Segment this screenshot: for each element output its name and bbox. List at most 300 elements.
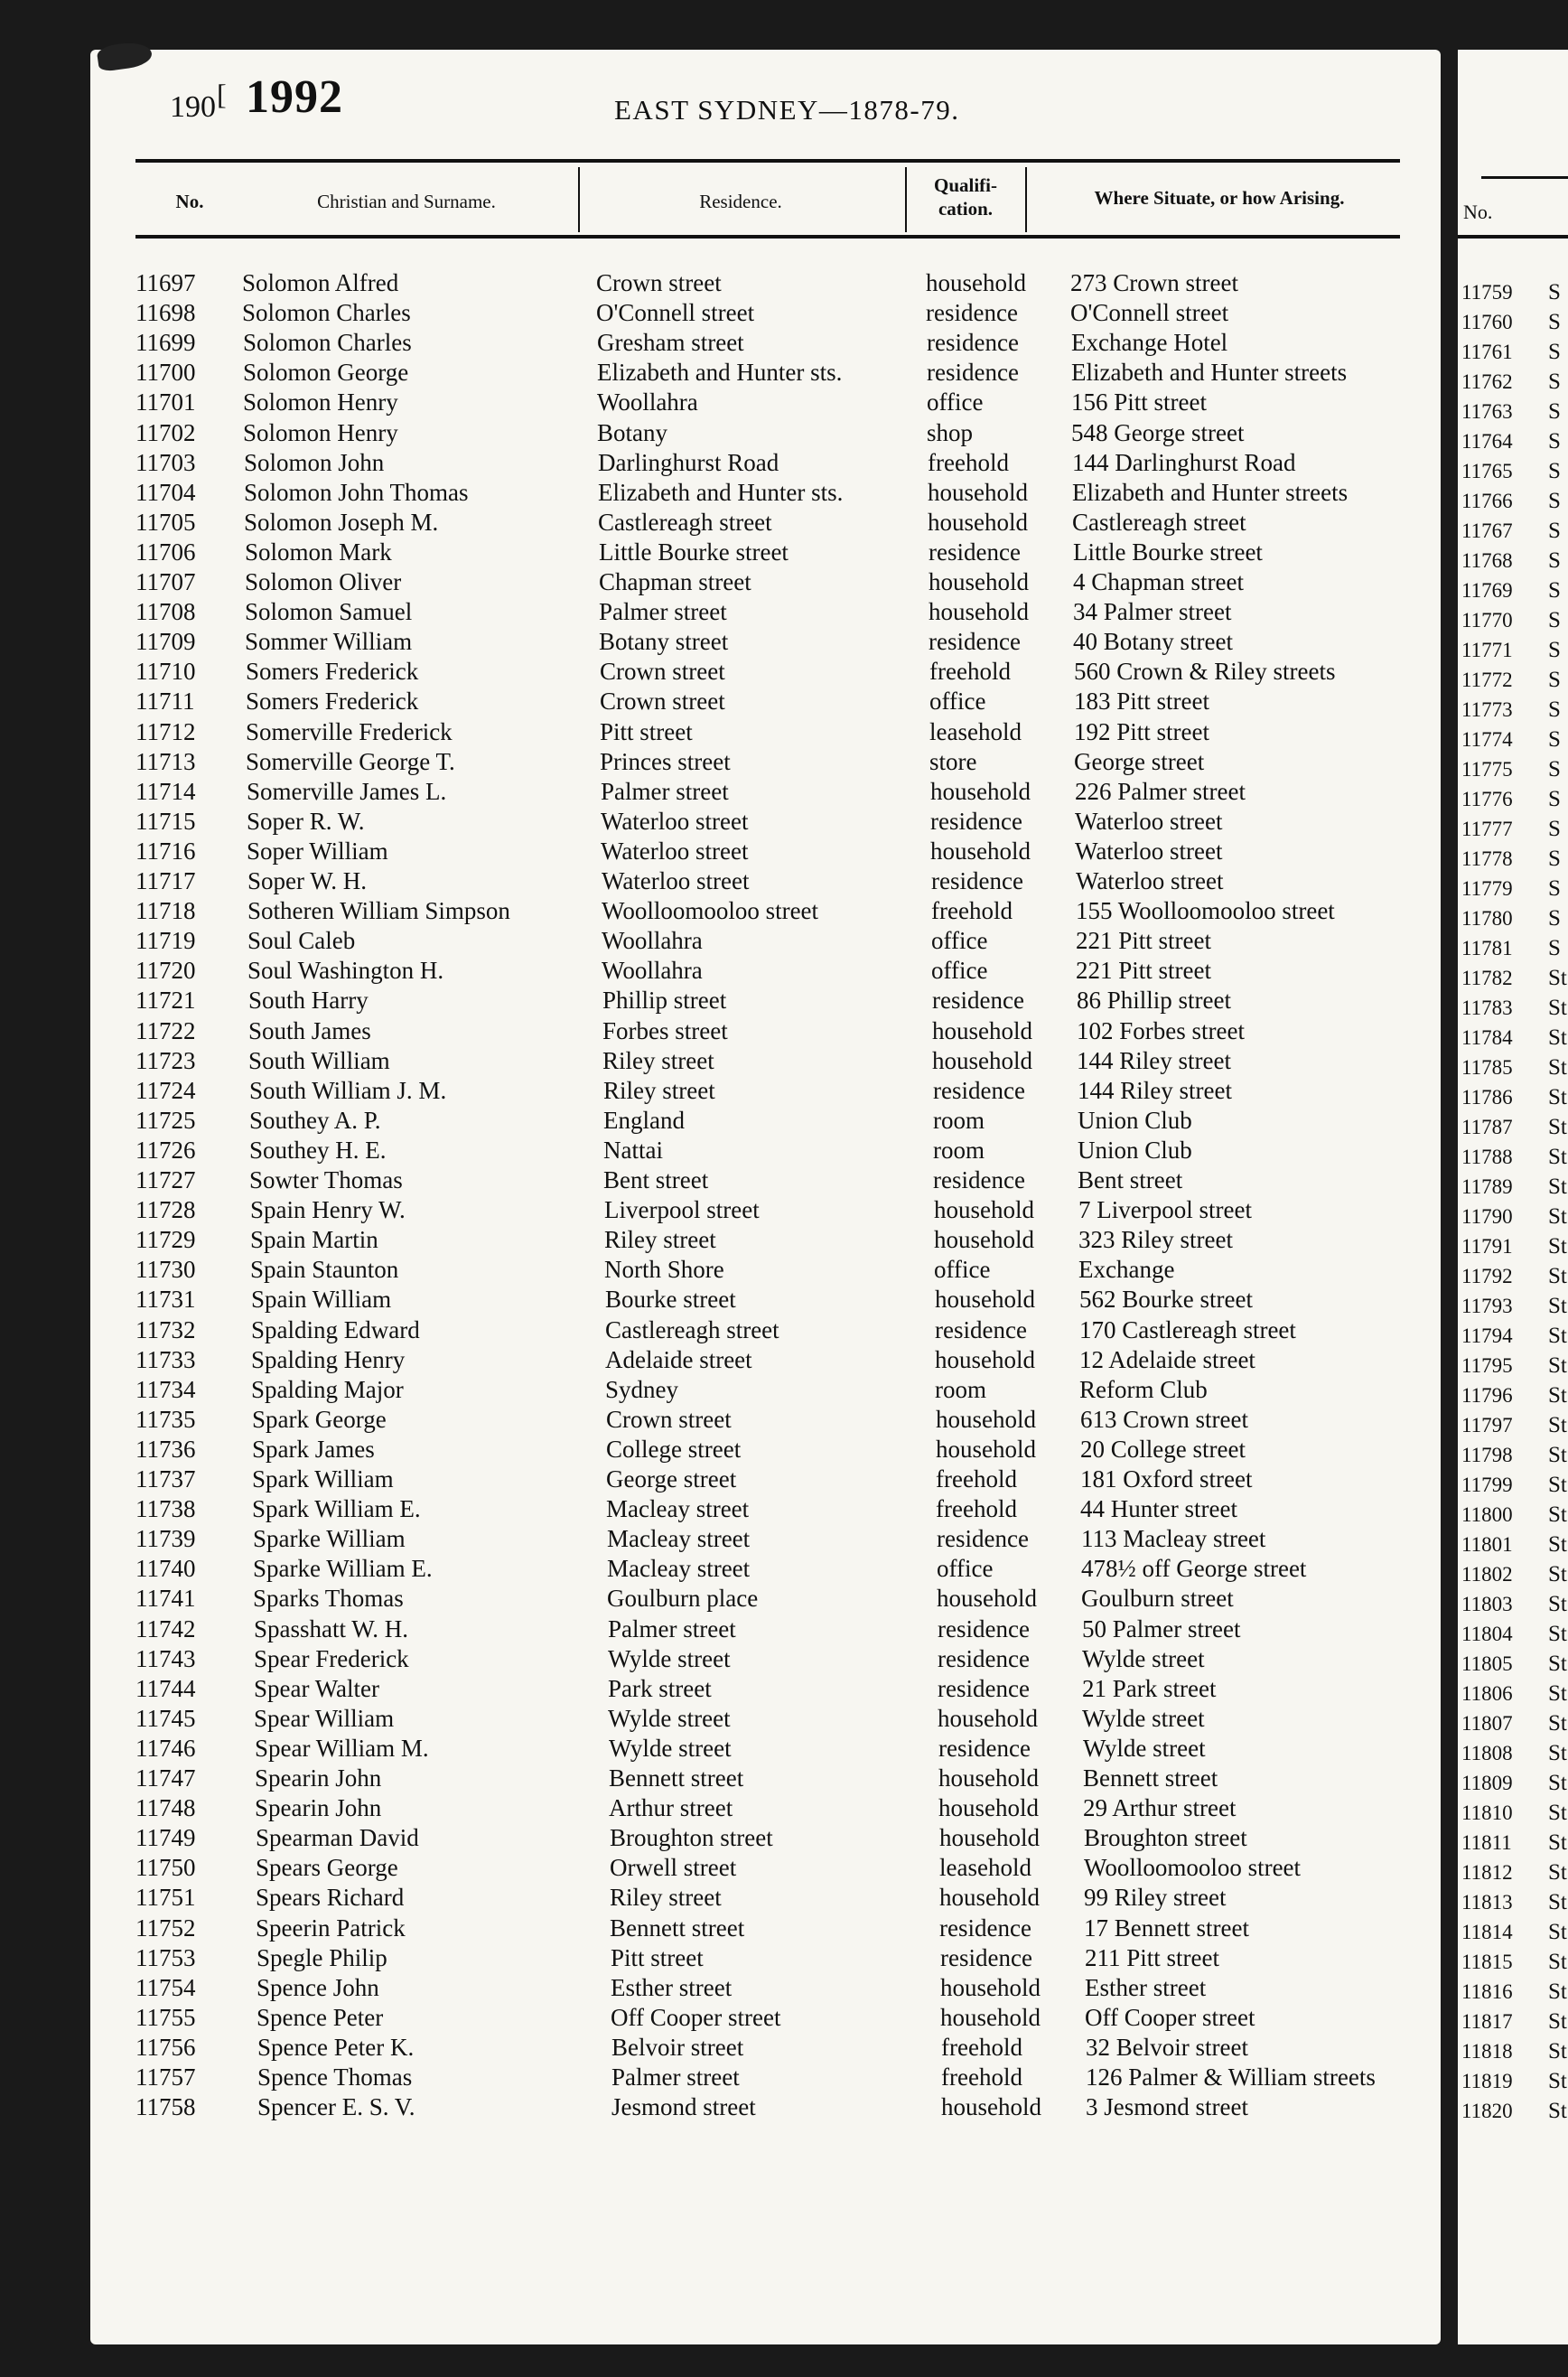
entry-number: 11717 (135, 867, 196, 894)
table-row (0, 268, 1445, 298)
entry-residence: Woollahra (597, 388, 698, 416)
entry-where-situate: 17 Bennett street (1084, 1914, 1249, 1942)
adjacent-table-row (1461, 2007, 1568, 2036)
adjacent-table-row (1461, 1112, 1568, 1142)
entry-residence: Palmer street (601, 777, 729, 805)
entry-name: Spear William M. (255, 1734, 429, 1762)
column-header-qualification-line1: Qualifi- (933, 174, 997, 196)
column-divider (1025, 167, 1027, 232)
adjacent-entry-name-fragment: S (1548, 489, 1561, 513)
entry-number: 11757 (135, 2063, 196, 2091)
table-row (0, 1764, 1445, 1793)
entry-name: Spence Peter (257, 2003, 384, 2031)
entry-residence: North Shore (604, 1256, 724, 1284)
entry-residence: Bent street (603, 1166, 709, 1193)
entry-number: 11716 (135, 837, 196, 865)
entry-where-situate: Union Club (1078, 1106, 1192, 1134)
adjacent-entry-number: 11762 (1461, 370, 1513, 393)
entry-number: 11701 (135, 388, 196, 416)
adjacent-table-row (1461, 635, 1568, 665)
adjacent-entry-number: 11761 (1461, 341, 1513, 363)
adjacent-entry-name-fragment: S (1548, 847, 1561, 871)
entry-number: 11709 (135, 628, 196, 656)
adjacent-table-row (1461, 367, 1568, 397)
entry-qualification: residence (938, 1674, 1030, 1702)
entry-residence: Broughton street (610, 1824, 773, 1852)
table-row (0, 956, 1445, 986)
adjacent-table-row (1461, 844, 1568, 874)
adjacent-entry-number: 11793 (1461, 1295, 1513, 1317)
entry-where-situate: 32 Belvoir street (1086, 2033, 1248, 2061)
entry-number: 11747 (135, 1764, 196, 1792)
entry-number: 11758 (135, 2093, 196, 2121)
entry-number: 11745 (135, 1704, 196, 1732)
table-row (0, 358, 1445, 388)
adjacent-table-row (1461, 1768, 1568, 1798)
adjacent-entry-number: 11763 (1461, 400, 1513, 423)
column-header-no: No. (175, 191, 204, 212)
table-row (0, 538, 1445, 567)
adjacent-table-row (1461, 1887, 1568, 1917)
entry-name: Spalding Major (251, 1375, 404, 1403)
entry-residence: Macleay street (607, 1525, 751, 1553)
table-row (0, 1046, 1445, 1076)
entry-qualification: residence (929, 628, 1021, 656)
entry-where-situate: 50 Palmer street (1082, 1614, 1241, 1642)
entry-qualification: freehold (936, 1495, 1017, 1523)
entry-name: Solomon Henry (243, 388, 398, 416)
entry-where-situate: Wylde street (1082, 1704, 1205, 1732)
entry-name: Solomon Charles (243, 329, 412, 357)
table-row (0, 866, 1445, 896)
adjacent-entry-number: 11785 (1461, 1056, 1513, 1079)
entry-where-situate: Castlereagh street (1072, 508, 1246, 536)
entry-residence: Darlinghurst Road (598, 448, 779, 476)
adjacent-entry-name-fragment: St (1548, 1234, 1567, 1259)
table-row (0, 1016, 1445, 1046)
adjacent-entry-name-fragment: S (1548, 787, 1561, 811)
adjacent-entry-name-fragment: St (1548, 1085, 1567, 1109)
header-rule-top (135, 159, 1400, 163)
entry-residence: Wylde street (608, 1644, 731, 1672)
adjacent-table-row (1461, 1053, 1568, 1082)
entry-number: 11753 (135, 1943, 196, 1971)
entry-number: 11733 (135, 1345, 196, 1373)
adjacent-table-row (1461, 725, 1568, 754)
table-row (0, 1076, 1445, 1106)
entry-qualification: household (930, 777, 1031, 805)
entry-number: 11739 (135, 1525, 196, 1553)
entry-qualification: household (939, 1884, 1040, 1912)
entry-residence: Riley street (602, 1046, 714, 1074)
entry-where-situate: Exchange Hotel (1071, 329, 1228, 357)
entry-name: Spears Richard (256, 1884, 405, 1912)
adjacent-table-row (1461, 933, 1568, 963)
entry-where-situate: Waterloo street (1076, 867, 1224, 894)
adjacent-entry-number: 11815 (1461, 1951, 1513, 1973)
entry-number: 11700 (135, 359, 196, 387)
adjacent-entry-name-fragment: S (1548, 310, 1561, 334)
entry-residence: Elizabeth and Hunter sts. (598, 478, 844, 506)
entry-qualification: freehold (941, 2033, 1022, 2061)
entry-number: 11710 (135, 658, 196, 686)
table-row (0, 896, 1445, 926)
adjacent-table-row (1461, 1082, 1568, 1112)
column-header-where: Where Situate, or how Arising. (1094, 187, 1345, 209)
adjacent-entry-number: 11777 (1461, 818, 1513, 840)
table-row (0, 1584, 1445, 1614)
adjacent-table-row (1461, 1023, 1568, 1053)
entry-name: Spasshatt W. H. (254, 1614, 409, 1642)
adjacent-entry-number: 11759 (1461, 281, 1513, 304)
adjacent-table-row (1461, 1321, 1568, 1351)
adjacent-entry-number: 11810 (1461, 1801, 1513, 1824)
adjacent-entry-number: 11819 (1461, 2070, 1513, 2092)
adjacent-table-row (1461, 874, 1568, 903)
entry-residence: Liverpool street (604, 1196, 760, 1224)
entry-name: Somers Frederick (246, 658, 419, 686)
adjacent-entry-number: 11779 (1461, 877, 1513, 900)
entry-where-situate: 144 Darlinghurst Road (1072, 448, 1296, 476)
table-row (0, 508, 1445, 538)
adjacent-entry-number: 11799 (1461, 1474, 1513, 1496)
entry-where-situate: Wylde street (1082, 1644, 1205, 1672)
table-row (0, 1914, 1445, 1943)
adjacent-table-row (1461, 1738, 1568, 1768)
entry-number: 11746 (135, 1734, 196, 1762)
table-row (0, 986, 1445, 1015)
entry-number: 11721 (135, 987, 196, 1015)
adjacent-entry-number: 11774 (1461, 728, 1513, 751)
table-row (0, 1793, 1445, 1823)
entry-name: Soul Washington H. (247, 957, 444, 985)
entry-qualification: residence (940, 1943, 1032, 1971)
table-row (0, 1465, 1445, 1494)
entry-where-situate: 221 Pitt street (1076, 957, 1211, 985)
table-row (0, 448, 1445, 478)
adjacent-table-row (1461, 397, 1568, 426)
adjacent-entry-number: 11773 (1461, 698, 1513, 721)
entry-number: 11712 (135, 717, 196, 745)
table-row (0, 1315, 1445, 1345)
entry-where-situate: 99 Riley street (1084, 1884, 1227, 1912)
entry-number: 11720 (135, 957, 196, 985)
adjacent-table-row (1461, 1947, 1568, 1977)
entry-number: 11719 (135, 927, 196, 955)
entry-name: Spark William (252, 1465, 394, 1493)
entry-qualification: room (933, 1106, 985, 1134)
adjacent-entry-number: 11767 (1461, 519, 1513, 542)
table-row (0, 1823, 1445, 1853)
entry-number: 11752 (135, 1914, 196, 1942)
entry-name: Somerville George T. (246, 747, 455, 775)
entry-where-situate: O'Connell street (1070, 299, 1229, 327)
adjacent-entry-number: 11813 (1461, 1891, 1513, 1914)
entry-residence: Wylde street (608, 1704, 731, 1732)
entry-where-situate: Bent street (1078, 1166, 1183, 1193)
entry-number: 11711 (135, 688, 195, 716)
entry-qualification: residence (939, 1914, 1031, 1942)
adjacent-entry-number: 11800 (1461, 1503, 1513, 1526)
entry-residence: George street (606, 1465, 737, 1493)
entry-name: Sparke William E. (253, 1555, 433, 1583)
adjacent-entry-name-fragment: St (1548, 1830, 1567, 1855)
adjacent-table-row (1461, 1291, 1568, 1321)
entry-residence: Esther street (611, 1973, 733, 2001)
adjacent-entry-number: 11789 (1461, 1175, 1513, 1198)
adjacent-table-row (1461, 1410, 1568, 1440)
entry-residence: Palmer street (611, 2063, 740, 2091)
entry-number: 11738 (135, 1495, 196, 1523)
table-row (0, 627, 1445, 657)
entry-qualification: household (928, 508, 1028, 536)
adjacent-entry-name-fragment: S (1548, 608, 1561, 632)
entry-number: 11735 (135, 1405, 196, 1433)
entry-residence: Castlereagh street (605, 1315, 779, 1343)
table-row (0, 1973, 1445, 2003)
entry-qualification: household (930, 837, 1031, 865)
adjacent-entry-number: 11768 (1461, 549, 1513, 572)
entry-name: Soul Caleb (247, 927, 356, 955)
entry-number: 11714 (135, 777, 196, 805)
adjacent-table-row (1461, 963, 1568, 993)
entry-number: 11727 (135, 1166, 196, 1193)
adjacent-entry-number: 11776 (1461, 788, 1513, 810)
adjacent-entry-number: 11811 (1461, 1831, 1512, 1854)
adjacent-entry-name-fragment: S (1548, 906, 1561, 931)
entry-name: South James (248, 1016, 371, 1044)
table-row (0, 1494, 1445, 1524)
adjacent-entry-name-fragment: St (1548, 1890, 1567, 1914)
adjacent-entry-name-fragment: St (1548, 1801, 1567, 1825)
entry-name: Spalding Edward (251, 1315, 420, 1343)
table-row (0, 1614, 1445, 1644)
entry-name: Solomon John (244, 448, 385, 476)
adjacent-entry-number: 11814 (1461, 1921, 1513, 1943)
entry-where-situate: 29 Arthur street (1083, 1794, 1237, 1822)
header-rule-bottom (135, 235, 1400, 239)
adjacent-entry-name-fragment: S (1548, 340, 1561, 364)
entry-name: Sparke William (253, 1525, 406, 1553)
adjacent-table-row (1461, 546, 1568, 576)
entry-where-situate: Broughton street (1084, 1824, 1247, 1852)
entry-number: 11740 (135, 1555, 196, 1583)
adjacent-entry-number: 11806 (1461, 1682, 1513, 1705)
entry-residence: Botany (597, 418, 667, 446)
adjacent-entry-name-fragment: St (1548, 1711, 1567, 1736)
adjacent-table-row (1461, 456, 1568, 486)
entry-name: Spears George (256, 1854, 398, 1882)
entry-where-situate: 20 College street (1080, 1435, 1246, 1463)
entry-residence: Woollahra (602, 927, 703, 955)
entry-qualification: household (936, 1405, 1036, 1433)
entry-number: 11708 (135, 598, 196, 626)
table-row (0, 687, 1445, 716)
adjacent-entry-name-fragment: St (1548, 2039, 1567, 2063)
adjacent-column-header-no: No. (1463, 201, 1493, 223)
adjacent-entry-name-fragment: St (1548, 1920, 1567, 1944)
entry-residence: Crown street (600, 688, 725, 716)
entry-number: 11706 (135, 538, 196, 566)
entry-qualification: office (929, 688, 986, 716)
entry-where-situate: Elizabeth and Hunter streets (1071, 359, 1348, 387)
entry-name: Soper W. H. (247, 867, 368, 894)
entry-qualification: residence (932, 987, 1024, 1015)
entry-number: 11748 (135, 1794, 196, 1822)
adjacent-table-row (1461, 1351, 1568, 1380)
table-row (0, 567, 1445, 597)
adjacent-table-row (1461, 1649, 1568, 1679)
entry-qualification: store (929, 747, 977, 775)
entry-residence: Palmer street (608, 1614, 736, 1642)
entry-name: Southey A. P. (249, 1106, 381, 1134)
adjacent-entry-name-fragment: St (1548, 1413, 1567, 1437)
table-row (0, 1345, 1445, 1375)
entry-where-situate: Woolloomooloo street (1084, 1854, 1302, 1882)
entry-where-situate: 40 Botany street (1073, 628, 1233, 656)
adjacent-table-row (1461, 1798, 1568, 1828)
entry-qualification: residence (935, 1315, 1027, 1343)
entry-qualification: room (933, 1136, 985, 1164)
entry-residence: Macleay street (606, 1495, 750, 1523)
table-row (0, 1255, 1445, 1285)
adjacent-table-row (1461, 1470, 1568, 1500)
entry-where-situate: 12 Adelaide street (1079, 1345, 1255, 1373)
adjacent-entry-name-fragment: St (1548, 1860, 1567, 1885)
table-row (0, 717, 1445, 747)
adjacent-entry-name-fragment: S (1548, 817, 1561, 841)
adjacent-entry-number: 11783 (1461, 997, 1513, 1019)
entry-qualification: household (938, 1704, 1038, 1732)
adjacent-entry-name-fragment: S (1548, 519, 1561, 543)
entry-qualification: household (939, 1824, 1040, 1852)
entry-qualification: household (940, 2003, 1041, 2031)
entry-residence: Adelaide street (605, 1345, 752, 1373)
table-row (0, 1554, 1445, 1584)
adjacent-entry-number: 11788 (1461, 1146, 1513, 1168)
adjacent-entry-name-fragment: St (1548, 2009, 1567, 2034)
table-row (0, 926, 1445, 956)
adjacent-table-row (1461, 903, 1568, 933)
entry-qualification: freehold (941, 2063, 1022, 2091)
entry-name: Spain Staunton (250, 1256, 399, 1284)
adjacent-table-row (1461, 754, 1568, 784)
entry-name: South Harry (248, 987, 369, 1015)
entry-qualification: household (932, 1016, 1032, 1044)
entry-residence: Off Cooper street (611, 2003, 781, 2031)
column-divider (905, 167, 907, 232)
adjacent-table-row (1461, 516, 1568, 546)
adjacent-entry-number: 11816 (1461, 1980, 1513, 2003)
table-row (0, 1435, 1445, 1465)
entry-name: Spence Thomas (257, 2063, 413, 2091)
table-row (0, 1943, 1445, 1973)
entry-residence: Phillip street (602, 987, 727, 1015)
entry-where-situate: 113 Macleay street (1081, 1525, 1266, 1553)
adjacent-table-row (1461, 665, 1568, 695)
entry-qualification: household (929, 598, 1029, 626)
adjacent-table-row (1461, 1530, 1568, 1559)
entry-number: 11707 (135, 568, 196, 595)
adjacent-entry-name-fragment: St (1548, 1681, 1567, 1706)
entry-qualification: household (926, 269, 1026, 296)
adjacent-table-row (1461, 695, 1568, 725)
adjacent-table-row (1461, 2036, 1568, 2066)
adjacent-entry-name-fragment: S (1548, 757, 1561, 781)
entry-number: 11730 (135, 1256, 196, 1284)
entry-number: 11731 (135, 1286, 196, 1314)
adjacent-entry-number: 11775 (1461, 758, 1513, 781)
entry-residence: Park street (608, 1674, 712, 1702)
entry-residence: Forbes street (602, 1016, 728, 1044)
page-number-large: 1992 (246, 71, 343, 123)
table-row (0, 478, 1445, 508)
adjacent-table-row (1461, 784, 1568, 814)
table-row (0, 747, 1445, 777)
entry-number: 11726 (135, 1136, 196, 1164)
column-header-qualification (910, 173, 1021, 220)
entry-residence: Riley street (604, 1226, 716, 1254)
entry-where-situate: Wylde street (1083, 1734, 1206, 1762)
adjacent-entry-number: 11802 (1461, 1563, 1513, 1586)
entry-residence: Sydney (605, 1375, 678, 1403)
entry-where-situate: 155 Woolloomooloo street (1076, 897, 1335, 925)
column-divider (578, 167, 580, 232)
table-row (0, 328, 1445, 358)
entry-name: Spear Walter (254, 1674, 380, 1702)
entry-residence: Nattai (603, 1136, 663, 1164)
entry-qualification: household (937, 1585, 1037, 1613)
entry-where-situate: 181 Oxford street (1080, 1465, 1253, 1493)
adjacent-table-row (1461, 1708, 1568, 1738)
table-row (0, 1853, 1445, 1883)
entry-name: Solomon Samuel (245, 598, 413, 626)
entry-where-situate: Reform Club (1079, 1375, 1208, 1403)
adjacent-entry-name-fragment: St (1548, 1473, 1567, 1497)
adjacent-entry-name-fragment: St (1548, 1383, 1567, 1408)
entry-where-situate: 192 Pitt street (1074, 717, 1209, 745)
entry-residence: Castlereagh street (598, 508, 772, 536)
entry-residence: Waterloo street (602, 867, 750, 894)
entry-number: 11744 (135, 1674, 196, 1702)
entry-name: South William (248, 1046, 390, 1074)
entry-where-situate: 560 Crown & Riley streets (1074, 658, 1336, 686)
entry-name: Spark George (252, 1405, 387, 1433)
entry-number: 11704 (135, 478, 196, 506)
entry-name: Solomon Joseph M. (244, 508, 439, 536)
adjacent-table-row (1461, 1619, 1568, 1649)
entry-qualification: office (931, 957, 988, 985)
entry-where-situate: Bennett street (1083, 1764, 1218, 1792)
adjacent-entry-name-fragment: St (1548, 1264, 1567, 1288)
adjacent-table-row (1461, 1202, 1568, 1231)
adjacent-entry-number: 11769 (1461, 579, 1513, 602)
entry-where-situate: 562 Bourke street (1079, 1286, 1253, 1314)
table-row (0, 597, 1445, 627)
entry-where-situate: 183 Pitt street (1074, 688, 1209, 716)
adjacent-entry-number: 11805 (1461, 1652, 1513, 1675)
adjacent-entry-name-fragment: St (1548, 1145, 1567, 1169)
entry-residence: Riley street (610, 1884, 722, 1912)
adjacent-entry-number: 11784 (1461, 1026, 1513, 1049)
entry-name: Spence John (257, 1973, 379, 2001)
entry-residence: Jesmond street (611, 2093, 756, 2121)
entry-residence: Elizabeth and Hunter sts. (597, 359, 843, 387)
entry-qualification: office (934, 1256, 991, 1284)
entry-number: 11699 (135, 329, 196, 357)
entry-where-situate: George street (1074, 747, 1205, 775)
entry-qualification: leasehold (939, 1854, 1031, 1882)
